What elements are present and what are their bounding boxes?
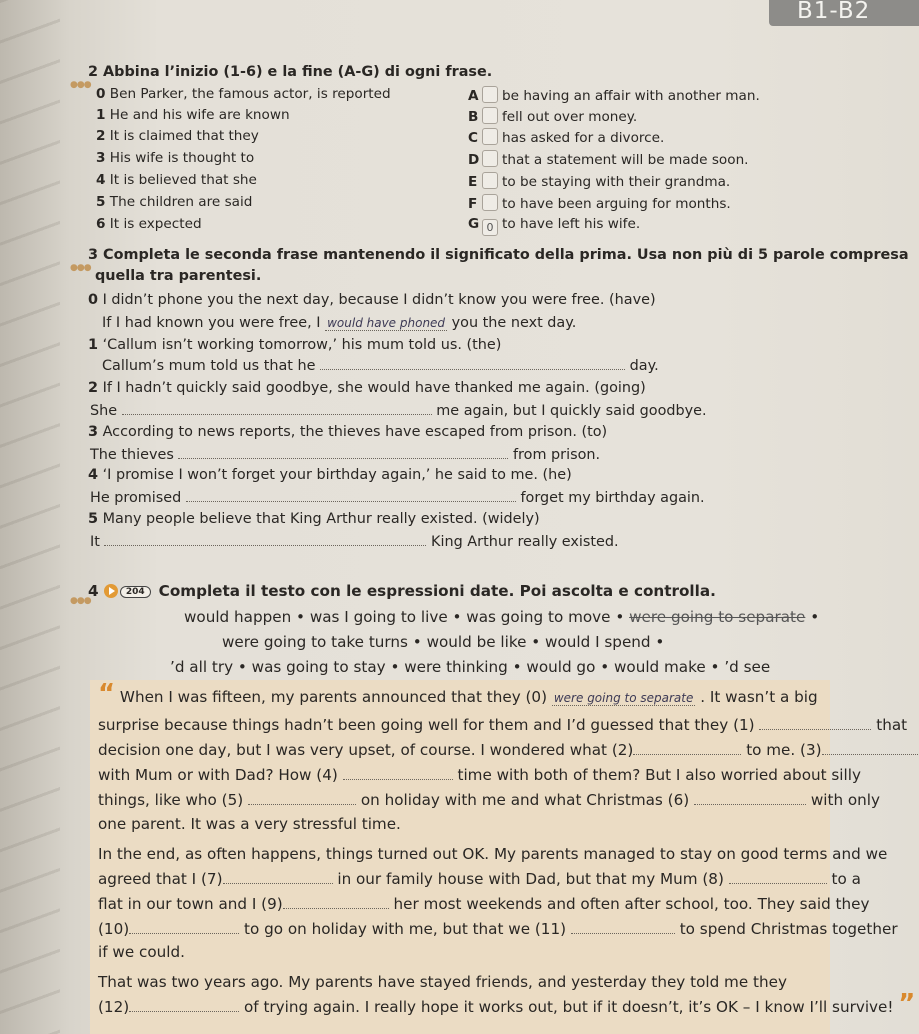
ex3-answer-line: It King Arthur really existed. (90, 534, 619, 550)
answer-box[interactable] (482, 107, 498, 124)
word-bank-line-1: would happen • was I going to live • was going to move • were going to separate • (184, 608, 820, 626)
blank-1[interactable] (759, 718, 871, 730)
audio-track-badge: 204 (120, 586, 151, 598)
ex2-left-item: 1 He and his wife are known (96, 107, 290, 123)
text-line-12: That was two years ago. My parents have stayed friends, and yesterday they told me they (98, 973, 787, 991)
ex3-prompt: 1 ‘Callum isn’t working tomorrow,’ his mum told us. (the) (88, 337, 502, 353)
answer-box[interactable] (482, 128, 498, 145)
answer-blank[interactable] (178, 447, 508, 459)
answer-blank[interactable] (186, 490, 516, 502)
ex2-left-item: 4 It is believed that she (96, 172, 257, 188)
ex2-right-item: A be having an affair with another man. (468, 88, 760, 104)
answer-box[interactable]: 0 (482, 219, 498, 236)
text-line-11: if we could. (98, 943, 185, 961)
answer-box[interactable] (482, 194, 498, 211)
ex3-answer-line: Callum’s mum told us that he day. (102, 358, 659, 374)
text-line-7: In the end, as often happens, things turned out OK. My parents managed to stay on good terms and we (98, 845, 888, 863)
ex4-number: 4 (88, 582, 99, 600)
ex2-left-item: 5 The children are said (96, 194, 253, 210)
text-line-4: with Mum or with Dad? How (4) time with both of them? But I also worried about silly (98, 766, 861, 784)
ex2-left-item: 2 It is claimed that they (96, 128, 259, 144)
text-line-6: one parent. It was a very stressful time. (98, 815, 401, 833)
ex2-left-item: 6 It is expected (96, 216, 202, 232)
ex3-answer-line: She me again, but I quickly said goodbye. (90, 403, 707, 419)
text-line-3: decision one day, but I was very upset, of course. I wondered what (2) to me. (3) (98, 741, 919, 759)
blank-11[interactable] (571, 922, 675, 934)
ex2-number: 2 (88, 64, 99, 80)
blank-2[interactable] (633, 743, 741, 755)
answer-0: were going to separate (553, 691, 694, 705)
blank-5[interactable] (248, 793, 356, 805)
ex3-answer-line: He promised forget my birthday again. (90, 490, 705, 506)
text-line-9: flat in our town and I (9) her most weekends and often after school, too. They said they (98, 895, 870, 913)
blank-4[interactable] (343, 768, 453, 780)
difficulty-dots-icon: ●●● (70, 80, 91, 90)
answer-box[interactable] (482, 150, 498, 167)
answer-blank[interactable] (122, 403, 432, 415)
answer-box[interactable] (482, 86, 498, 103)
ex3-prompt: 0 I didn’t phone you the next day, because I didn’t know you were free. (have) (88, 292, 656, 308)
text-line-8: agreed that I (7) in our family house with Dad, but that my Mum (8) to a (98, 870, 861, 888)
ex3-prompt: 2 If I hadn’t quickly said goodbye, she would have thanked me again. (going) (88, 380, 646, 396)
ex2-instruction: Abbina l’inizio (1-6) e la fine (A-G) di ogni frase. (103, 64, 493, 80)
word-bank-used-item: were going to separate (629, 608, 806, 626)
ex2-left-item: 3 His wife is thought to (96, 150, 255, 166)
text-line-13: (12) of trying again. I really hope it works out, but if it doesn’t, it’s OK – I know I’ll survive! ” (98, 989, 916, 1019)
ex3-heading (88, 247, 909, 263)
level-tab (769, 0, 919, 26)
ex3-instruction-2: quella tra parentesi. (95, 268, 262, 284)
ex2-left-item: 0 Ben Parker, the famous actor, is reported (96, 86, 391, 102)
blank-3[interactable] (822, 743, 919, 755)
ex2-right-item: D that a statement will be made soon. (468, 152, 749, 168)
blank-9[interactable] (283, 897, 389, 909)
blank-10[interactable] (129, 922, 239, 934)
blank-7[interactable] (223, 872, 333, 884)
answer-blank[interactable] (320, 358, 625, 370)
text-line-5: things, like who (5) on holiday with me and what Christmas (6) with only (98, 791, 881, 809)
close-quote-icon: ” (898, 989, 916, 1019)
ex2-right-item: C has asked for a divorce. (468, 130, 665, 146)
ex3-prompt: 3 According to news reports, the thieves have escaped from prison. (to) (88, 424, 608, 440)
audio-play-icon[interactable] (104, 584, 118, 598)
text-line-1: “ When I was fifteen, my parents announced that they (0) were going to separate . It wasn’t a big (98, 679, 818, 709)
level-label: B1-B2 (797, 0, 871, 24)
ex3-number: 3 (88, 247, 99, 263)
word-bank-line-2: were going to take turns • would be like • would I spend • (222, 633, 665, 651)
difficulty-dots-icon: ●●● (70, 263, 91, 273)
ex3-prompt: 4 ‘I promise I won’t forget your birthday again,’ he said to me. (he) (88, 467, 572, 483)
ex2-right-item: E to be staying with their grandma. (468, 174, 731, 190)
ex2-right-item: F to have been arguing for months. (468, 196, 731, 212)
ex3-instruction-1: Completa le seconda frase mantenendo il significato della prima. Usa non più di 5 parole compresa (103, 247, 909, 263)
ex2-right-item: G 0 to have left his wife. (468, 216, 641, 234)
ex3-answer-line: The thieves from prison. (90, 447, 601, 463)
blank-8[interactable] (729, 872, 827, 884)
open-quote-icon: “ (98, 679, 116, 709)
answer-filled: would have phoned (327, 316, 446, 330)
difficulty-dots-icon: ●●● (70, 596, 91, 606)
ex3-answer-line: If I had known you were free, I would have phoned you the next day. (102, 315, 577, 331)
answer-blank[interactable] (104, 534, 426, 546)
word-bank-line-3: ’d all try • was going to stay • were thinking • would go • would make • ’d see (170, 658, 771, 676)
ex3-prompt: 5 Many people believe that King Arthur really existed. (widely) (88, 511, 540, 527)
ex2-heading (88, 64, 492, 80)
text-line-2: surprise because things hadn’t been going well for them and I’d guessed that they (1) that (98, 716, 908, 734)
answer-box[interactable] (482, 172, 498, 189)
blank-12[interactable] (129, 1000, 239, 1012)
ex2-right-item: B fell out over money. (468, 109, 638, 125)
blank-6[interactable] (694, 793, 806, 805)
ex4-instruction: Completa il testo con le espressioni date. Poi ascolta e controlla. (158, 582, 716, 600)
text-line-10: (10) to go on holiday with me, but that we (11) to spend Christmas together (98, 920, 898, 938)
ex4-heading (88, 582, 716, 600)
